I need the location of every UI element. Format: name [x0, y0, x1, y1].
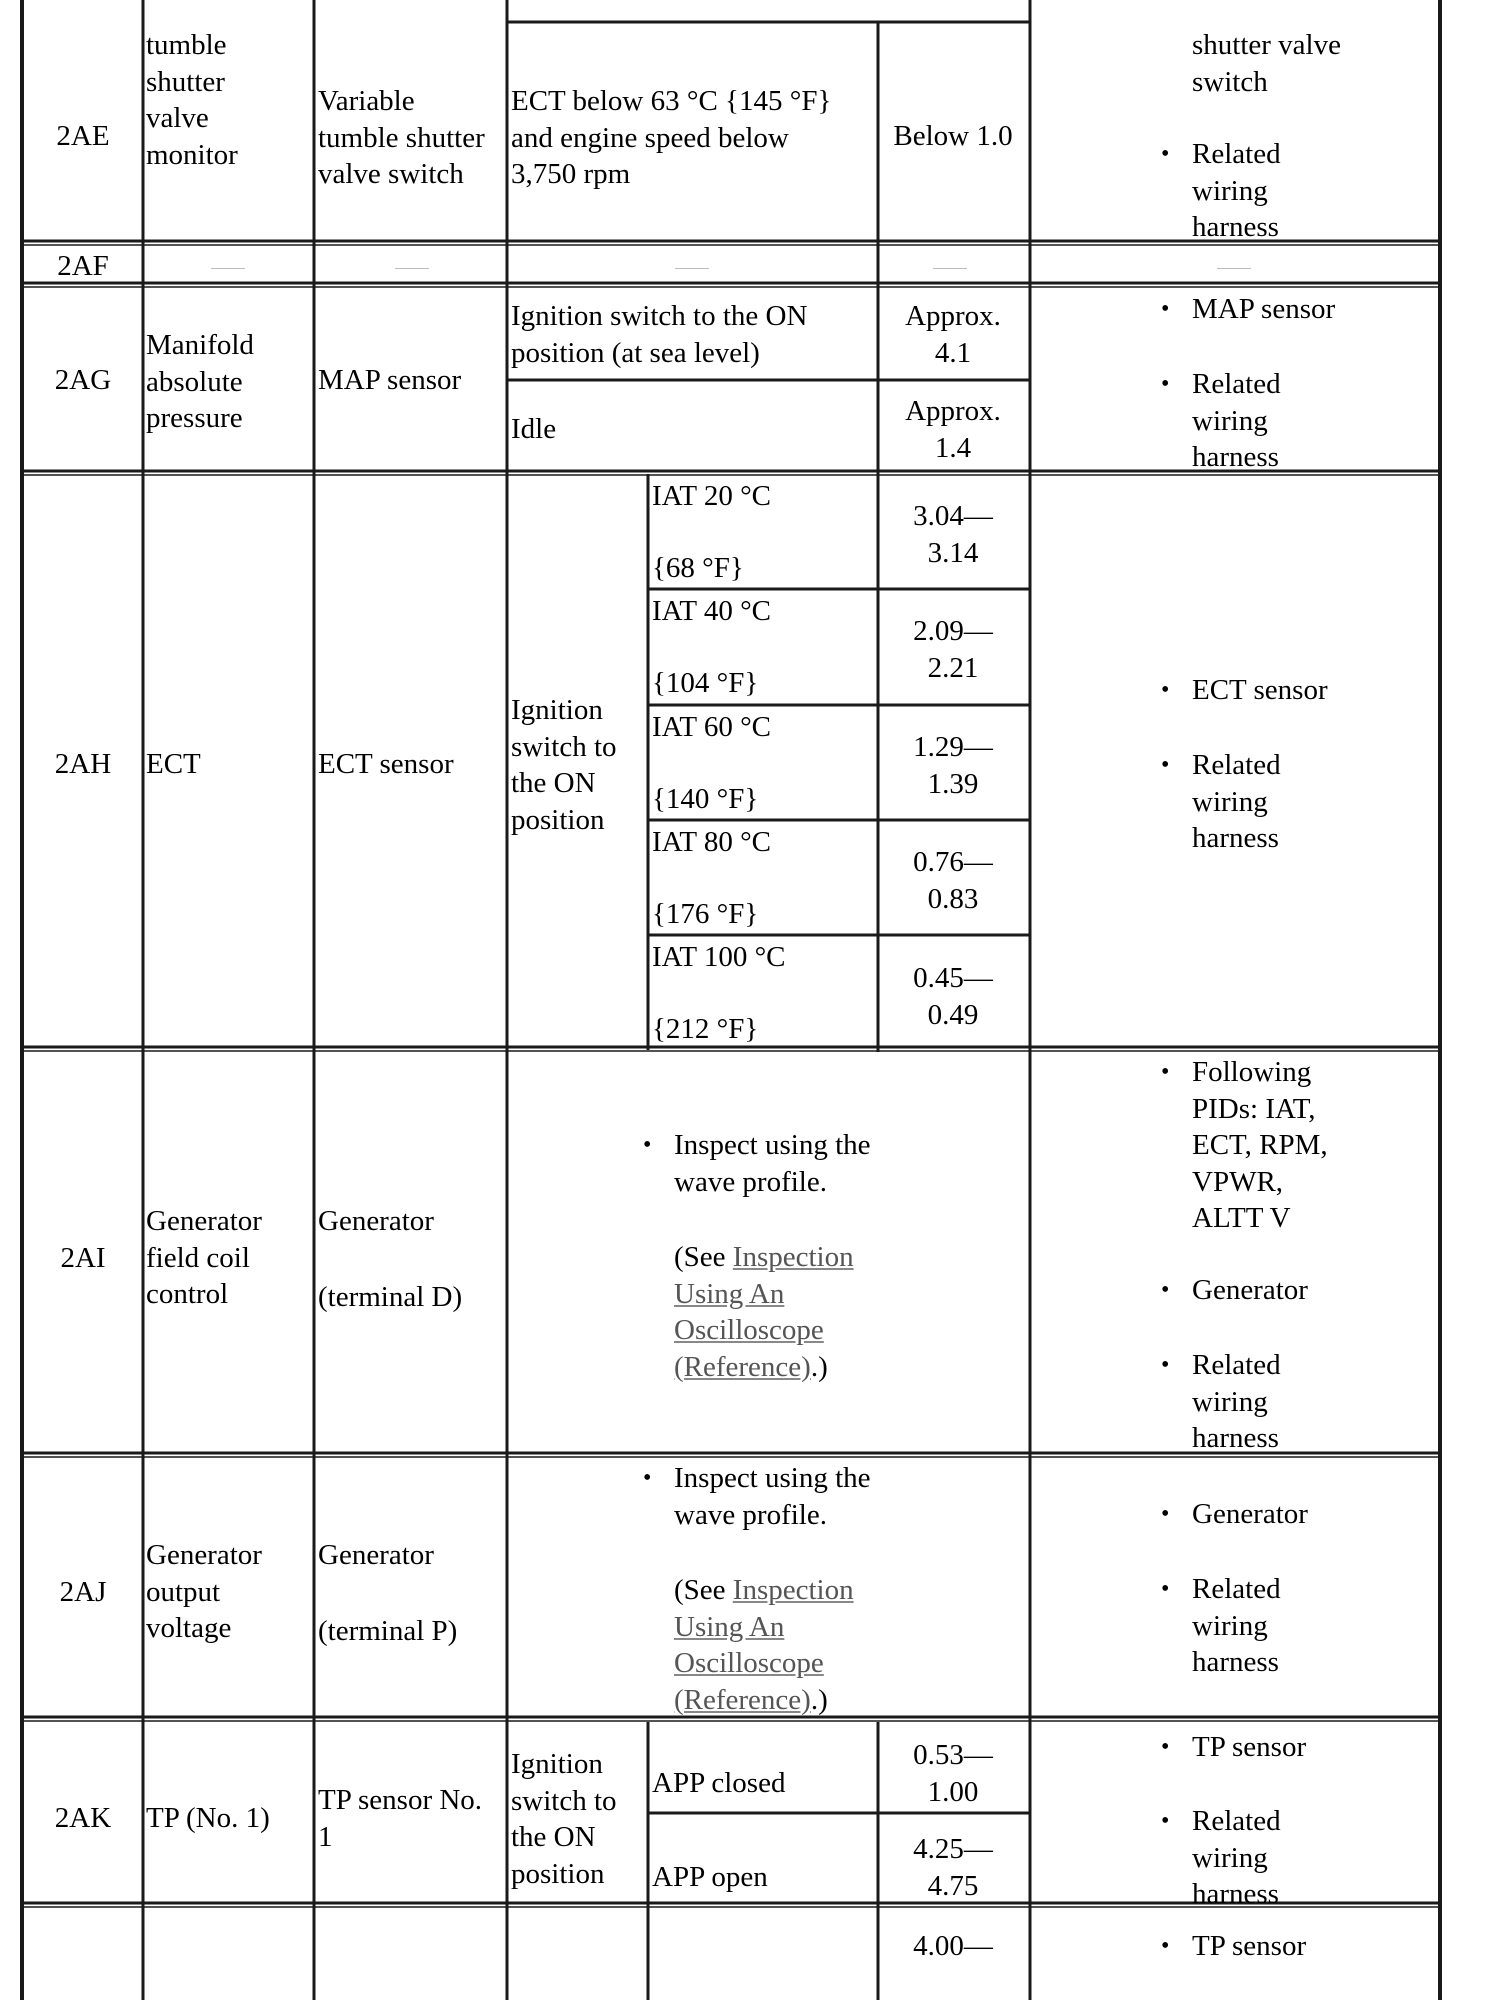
row-2ai-cause-item: • Following PIDs: IAT, ECT, RPM, VPWR, ALTT V [1157, 1054, 1432, 1237]
row-2ag-id: 2AG [54, 364, 112, 396]
inspection-oscilloscope-link[interactable]: (Reference) [674, 1350, 811, 1383]
row-2ah-terminal: ECT sensor [318, 748, 454, 780]
row-2ag-condition-sea-level: Ignition switch to the ON position (at sea level) [511, 300, 808, 369]
row-next-value: 4.00— [913, 1930, 993, 1962]
row-next-cause-item: • TP sensor [1157, 1928, 1432, 1965]
row-2af-empty-value [933, 268, 967, 269]
row-2ah-iat-40: IAT 40 °C {104 °F} [652, 595, 772, 699]
row-2ah-iat-80: IAT 80 °C {176 °F} [652, 826, 772, 930]
row-2af-id: 2AF [57, 250, 109, 282]
row-2ai-inspection-note: • Inspect using the wave profile. (See Inspection Using An Oscilloscope (Reference).) [639, 1127, 974, 1385]
inspection-oscilloscope-link[interactable]: Inspection [732, 1241, 854, 1273]
row-2ae-id: 2AE [56, 120, 110, 152]
row-2af-empty-cause [1217, 268, 1251, 269]
row-2ah-id: 2AH [54, 748, 112, 780]
inspection-oscilloscope-link[interactable]: Oscilloscope [674, 1647, 824, 1679]
row-2ak-cause-item: • Related wiring harness [1157, 1803, 1432, 1913]
row-2ak-id: 2AK [54, 1802, 112, 1834]
row-2aj-name: Generator output voltage [146, 1539, 262, 1644]
inspection-oscilloscope-link[interactable]: (Reference) [674, 1683, 811, 1716]
inspection-oscilloscope-link[interactable]: Oscilloscope [674, 1314, 824, 1346]
row-2ak-app-closed: APP closed [652, 1767, 786, 1799]
row-2ah-range-80: 0.76— 0.83 [913, 846, 993, 915]
row-2ai-terminal: Generator (terminal D) [318, 1205, 463, 1313]
row-2af-empty-name [211, 268, 245, 269]
row-2ah-cause-item: • Related wiring harness [1157, 747, 1432, 857]
row-2ae-name: tumble shutter valve monitor [146, 29, 238, 171]
row-2aj-cause-item: • Related wiring harness [1157, 1571, 1432, 1681]
row-2ah-range-20: 3.04— 3.14 [913, 500, 993, 569]
row-2ah-range-60: 1.29— 1.39 [913, 731, 993, 800]
row-2ai-name: Generator field coil control [146, 1205, 262, 1310]
row-2ae-value: Below 1.0 [893, 120, 1013, 152]
row-2ae-condition: ECT below 63 °C {145 °F} and engine speed below 3,750 rpm [511, 85, 832, 190]
row-2ak-cause-item: • TP sensor [1157, 1729, 1432, 1766]
row-2aj-terminal: Generator (terminal P) [318, 1539, 458, 1647]
row-2af-empty-terminal [395, 268, 429, 269]
row-2ae-terminal: Variable tumble shutter valve switch [318, 85, 485, 190]
row-2ak-value-closed: 0.53— 1.00 [913, 1739, 993, 1808]
row-2aj-cause-item: • Generator [1157, 1496, 1432, 1533]
row-2aj-id: 2AJ [59, 1576, 107, 1608]
row-2ag-cause-item: • Related wiring harness [1157, 366, 1432, 476]
inspection-oscilloscope-link[interactable]: Inspection [732, 1574, 854, 1606]
row-2ak-value-open: 4.25— 4.75 [913, 1833, 993, 1902]
row-2ag-cause-item: • MAP sensor [1157, 291, 1432, 328]
row-2ah-iat-60: IAT 60 °C {140 °F} [652, 711, 772, 815]
row-2ak-terminal: TP sensor No. 1 [318, 1784, 483, 1853]
row-2ah-iat-100: IAT 100 °C {212 °F} [652, 941, 786, 1045]
row-2ag-terminal: MAP sensor [318, 364, 462, 396]
inspection-oscilloscope-link[interactable]: Using An [674, 1610, 785, 1643]
row-2ai-id: 2AI [60, 1242, 106, 1274]
row-2af-empty-condition [675, 268, 709, 269]
row-2ak-app-open: APP open [652, 1861, 768, 1893]
inspection-oscilloscope-link[interactable]: Using An [674, 1277, 785, 1310]
row-2ag-value-idle: Approx. 1.4 [905, 395, 1001, 464]
row-2ak-condition: Ignition switch to the ON position [511, 1748, 617, 1890]
row-2ah-cause-item: • ECT sensor [1157, 672, 1432, 709]
row-2ak-name: TP (No. 1) [146, 1802, 270, 1834]
row-2ah-name: ECT [146, 748, 201, 780]
row-2ah-condition: Ignition switch to the ON position [511, 694, 617, 836]
row-2ah-range-100: 0.45— 0.49 [913, 962, 993, 1031]
row-2ag-value-sea-level: Approx. 4.1 [905, 300, 1001, 369]
row-2ae-cause-item: • Related wiring harness [1157, 136, 1432, 246]
row-2ae-cause-continued: shutter valve switch [1192, 29, 1341, 98]
row-2aj-inspection-note: • Inspect using the wave profile. (See Inspection Using An Oscilloscope (Reference).) [639, 1460, 974, 1718]
row-2ag-condition-idle: Idle [511, 413, 557, 445]
row-2ah-iat-20: IAT 20 °C {68 °F} [652, 480, 772, 584]
row-2ai-cause-item: • Related wiring harness [1157, 1347, 1432, 1457]
row-2ai-cause-item: • Generator [1157, 1272, 1432, 1309]
row-2ah-range-40: 2.09— 2.21 [913, 615, 993, 684]
row-2ag-name: Manifold absolute pressure [146, 329, 254, 434]
